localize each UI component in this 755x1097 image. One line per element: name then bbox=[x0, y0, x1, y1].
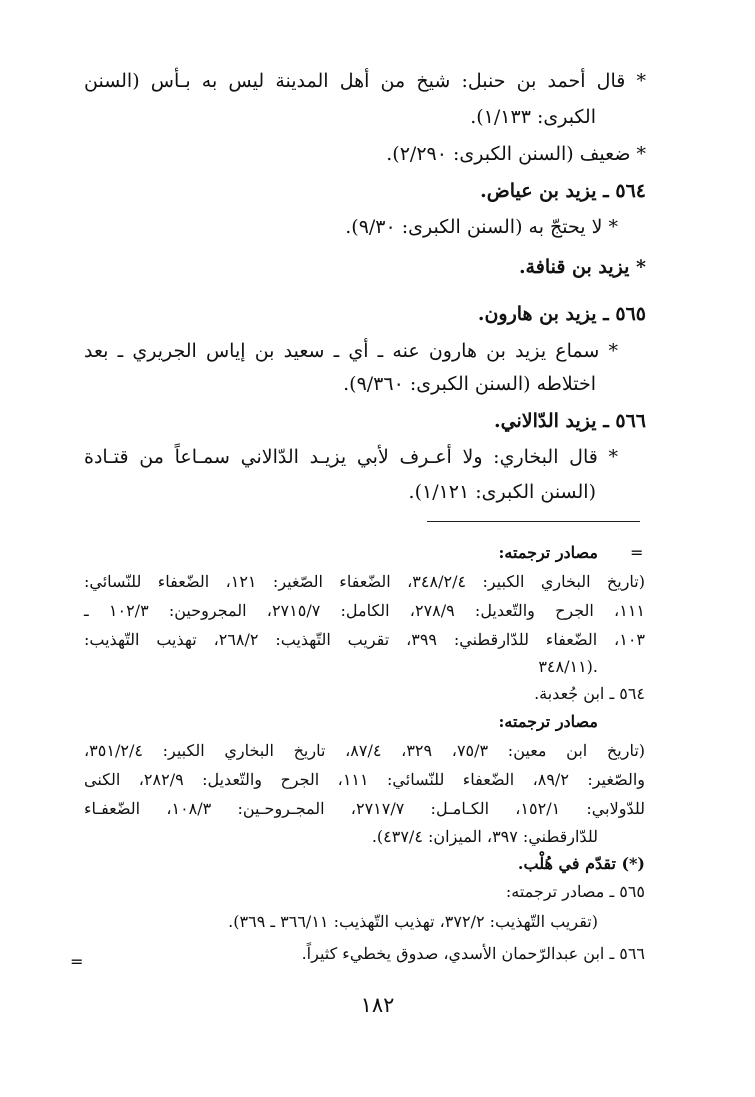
footnote-line-3: ١١١، الجرح والتّعديل: ٢٧٨/٩، الكامل: ٢٧١٥/٧، المجروحين: ١٠٢/٣ ـ bbox=[84, 601, 646, 620]
footnote-line-9: والصّغير: ٨٩/٢، الضّعفاء للنّسائي: ١١١، الجرح والتّعديل: ٢٨٢/٩، الكنى bbox=[84, 770, 646, 789]
footnote-line-5: ٣٤٨/١١). bbox=[538, 657, 598, 676]
footnote-line-2: (تاريخ البخاري الكبير: ٣٤٨/٢/٤، الضّعفاء الصّغير: ١٢١، الضّعفاء للنّسائي: bbox=[84, 572, 645, 591]
footnote-line-15: ٥٦٦ ـ ابن عبدالرّحمان الأسدي، صدوق يخطيء كثيراً. bbox=[301, 944, 645, 963]
body-line-1: * قال أحمد بن حنبل: شيخ من أهل المدينة ليس به بـأس (السنن bbox=[84, 70, 646, 92]
body-line-12: (السنن الكبرى: ١/١٢١). bbox=[408, 481, 596, 503]
footnote-line-12: (*) تقدّم في هُلْب. bbox=[517, 854, 645, 873]
footnote-line-4: ١٠٣، الضّعفاء للدّارقطني: ٣٩٩، تقريب التّهذيب: ٢٦٨/٢، تهذيب التّهذيب: bbox=[84, 630, 645, 649]
continuation-mark-bottom: = bbox=[70, 952, 84, 971]
footnote-line-11: للدّارقطني: ٣٩٧، الميزان: ٤٣٧/٤). bbox=[371, 827, 598, 846]
footnote-line-14: (تقريب التّهذيب: ٣٧٢/٢، تهذيب التّهذيب: ٣٦٦/١١ ـ ٣٦٩). bbox=[228, 912, 598, 931]
footnote-separator bbox=[427, 521, 640, 522]
footnote-line-1: مصادر ترجمته: bbox=[498, 543, 598, 562]
footnote-line-13: ٥٦٥ ـ مصادر ترجمته: bbox=[505, 882, 645, 901]
entry-564-heading: ٥٦٤ ـ يزيد بن عياض. bbox=[480, 180, 646, 202]
entry-565-heading: ٥٦٥ ـ يزيد بن هارون. bbox=[477, 303, 646, 325]
body-line-5: * لا يحتجّ به (السنن الكبرى: ٩/٣٠). bbox=[345, 216, 618, 238]
continuation-mark-top: = bbox=[630, 543, 644, 562]
footnote-line-6: ٥٦٤ ـ ابن جُعدبة. bbox=[534, 684, 645, 703]
footnote-line-10: للدّولابي: ١٥٢/١، الكـامـل: ٢٧١٧/٧، المجـروحـين: ١٠٨/٣، الضّعفـاء bbox=[84, 799, 646, 818]
body-line-2: الكبرى: ١/١٣٣). bbox=[470, 106, 596, 128]
body-line-9: اختلاطه (السنن الكبرى: ٩/٣٦٠). bbox=[343, 373, 596, 395]
entry-566-heading: ٥٦٦ ـ يزيد الدّالاني. bbox=[494, 410, 646, 432]
page-number: ١٨٢ bbox=[360, 993, 395, 1017]
footnote-line-7: مصادر ترجمته: bbox=[498, 712, 598, 731]
body-line-3: * ضعيف (السنن الكبرى: ٢/٢٩٠). bbox=[386, 143, 646, 165]
body-line-11: * قال البخاري: ولا أعـرف لأبي يزيـد الدّالاني سمـاعاً من قتـادة bbox=[84, 446, 618, 468]
footnote-line-8: (تاريخ ابن معين: ٧٥/٣، ٣٢٩، ٨٧/٤، تاريخ البخاري الكبير: ٣٥١/٢/٤، bbox=[84, 741, 646, 760]
entry-qunafa-heading: * يزيد بن قنافة. bbox=[518, 256, 646, 278]
body-line-8: * سماع يزيد بن هارون عنه ـ أي ـ سعيد بن إياس الجريري ـ بعد bbox=[84, 340, 618, 362]
